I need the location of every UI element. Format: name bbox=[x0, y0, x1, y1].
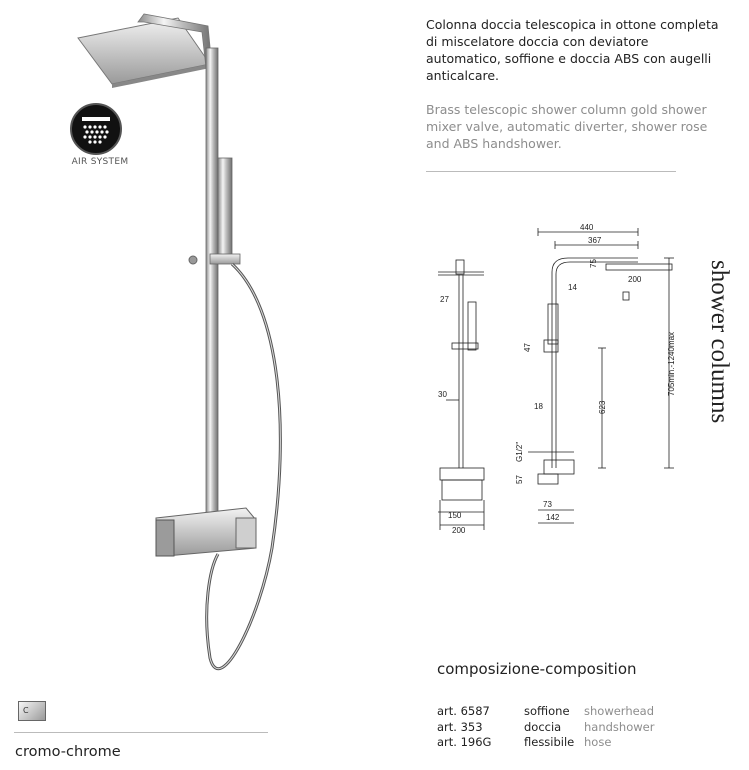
part-article: art. 6587 bbox=[437, 704, 490, 718]
dim-18: 18 bbox=[534, 402, 543, 411]
part-article: art. 353 bbox=[437, 719, 483, 734]
side-view bbox=[528, 228, 674, 523]
finish-label: cromo-chrome bbox=[15, 744, 121, 760]
category-title-text: shower columns bbox=[706, 260, 733, 424]
description-english: Brass telescopic shower column gold shower mixer valve, automatic diverter, shower rose and ABS handshower. bbox=[426, 102, 708, 151]
part-name-en: hose bbox=[584, 735, 612, 749]
category-title bbox=[690, 250, 749, 460]
dim-142: 142 bbox=[546, 513, 560, 522]
finish-code: C bbox=[23, 706, 29, 715]
composition-parts-list bbox=[437, 704, 654, 751]
dim-30: 30 bbox=[438, 390, 447, 399]
air-system-badge bbox=[70, 103, 122, 155]
dim-73: 73 bbox=[543, 500, 552, 509]
list-item bbox=[437, 720, 654, 736]
list-item bbox=[437, 735, 654, 751]
part-name-it: flessibile bbox=[524, 735, 575, 749]
part-name-en: handshower bbox=[584, 719, 655, 734]
description-divider bbox=[426, 171, 676, 172]
part-name-it: doccia bbox=[524, 719, 562, 734]
dim-367: 367 bbox=[588, 236, 602, 245]
part-name-en: showerhead bbox=[584, 704, 655, 718]
composition-title: composizione-composition bbox=[437, 660, 637, 678]
air-system-label: AIR SYSTEM bbox=[71, 157, 129, 167]
dim-200-head: 200 bbox=[628, 275, 642, 284]
finish-divider bbox=[14, 732, 268, 733]
shower-nozzle-icon bbox=[72, 105, 120, 153]
dim-705: 705min.-1240max bbox=[667, 331, 676, 396]
technical-drawing bbox=[428, 220, 693, 540]
dim-47: 47 bbox=[523, 343, 532, 352]
part-article: art. 196G bbox=[437, 735, 492, 749]
dim-14: 14 bbox=[568, 283, 577, 292]
part-name-it: soffione bbox=[524, 704, 570, 718]
description-italian: Colonna doccia telescopica in ottone completa di miscelatore doccia con deviatore automatico, soffione e doccia ABS con augelli anticalcare. bbox=[426, 17, 719, 83]
dim-150: 150 bbox=[448, 511, 462, 520]
dim-623: 623 bbox=[598, 400, 607, 414]
dim-200-base: 200 bbox=[452, 526, 466, 535]
dim-57: 57 bbox=[515, 475, 524, 484]
dim-g12: G1/2" bbox=[515, 441, 524, 462]
dim-440: 440 bbox=[580, 223, 594, 232]
dim-75: 75 bbox=[589, 259, 598, 268]
list-item bbox=[437, 704, 654, 720]
dim-27: 27 bbox=[440, 295, 449, 304]
